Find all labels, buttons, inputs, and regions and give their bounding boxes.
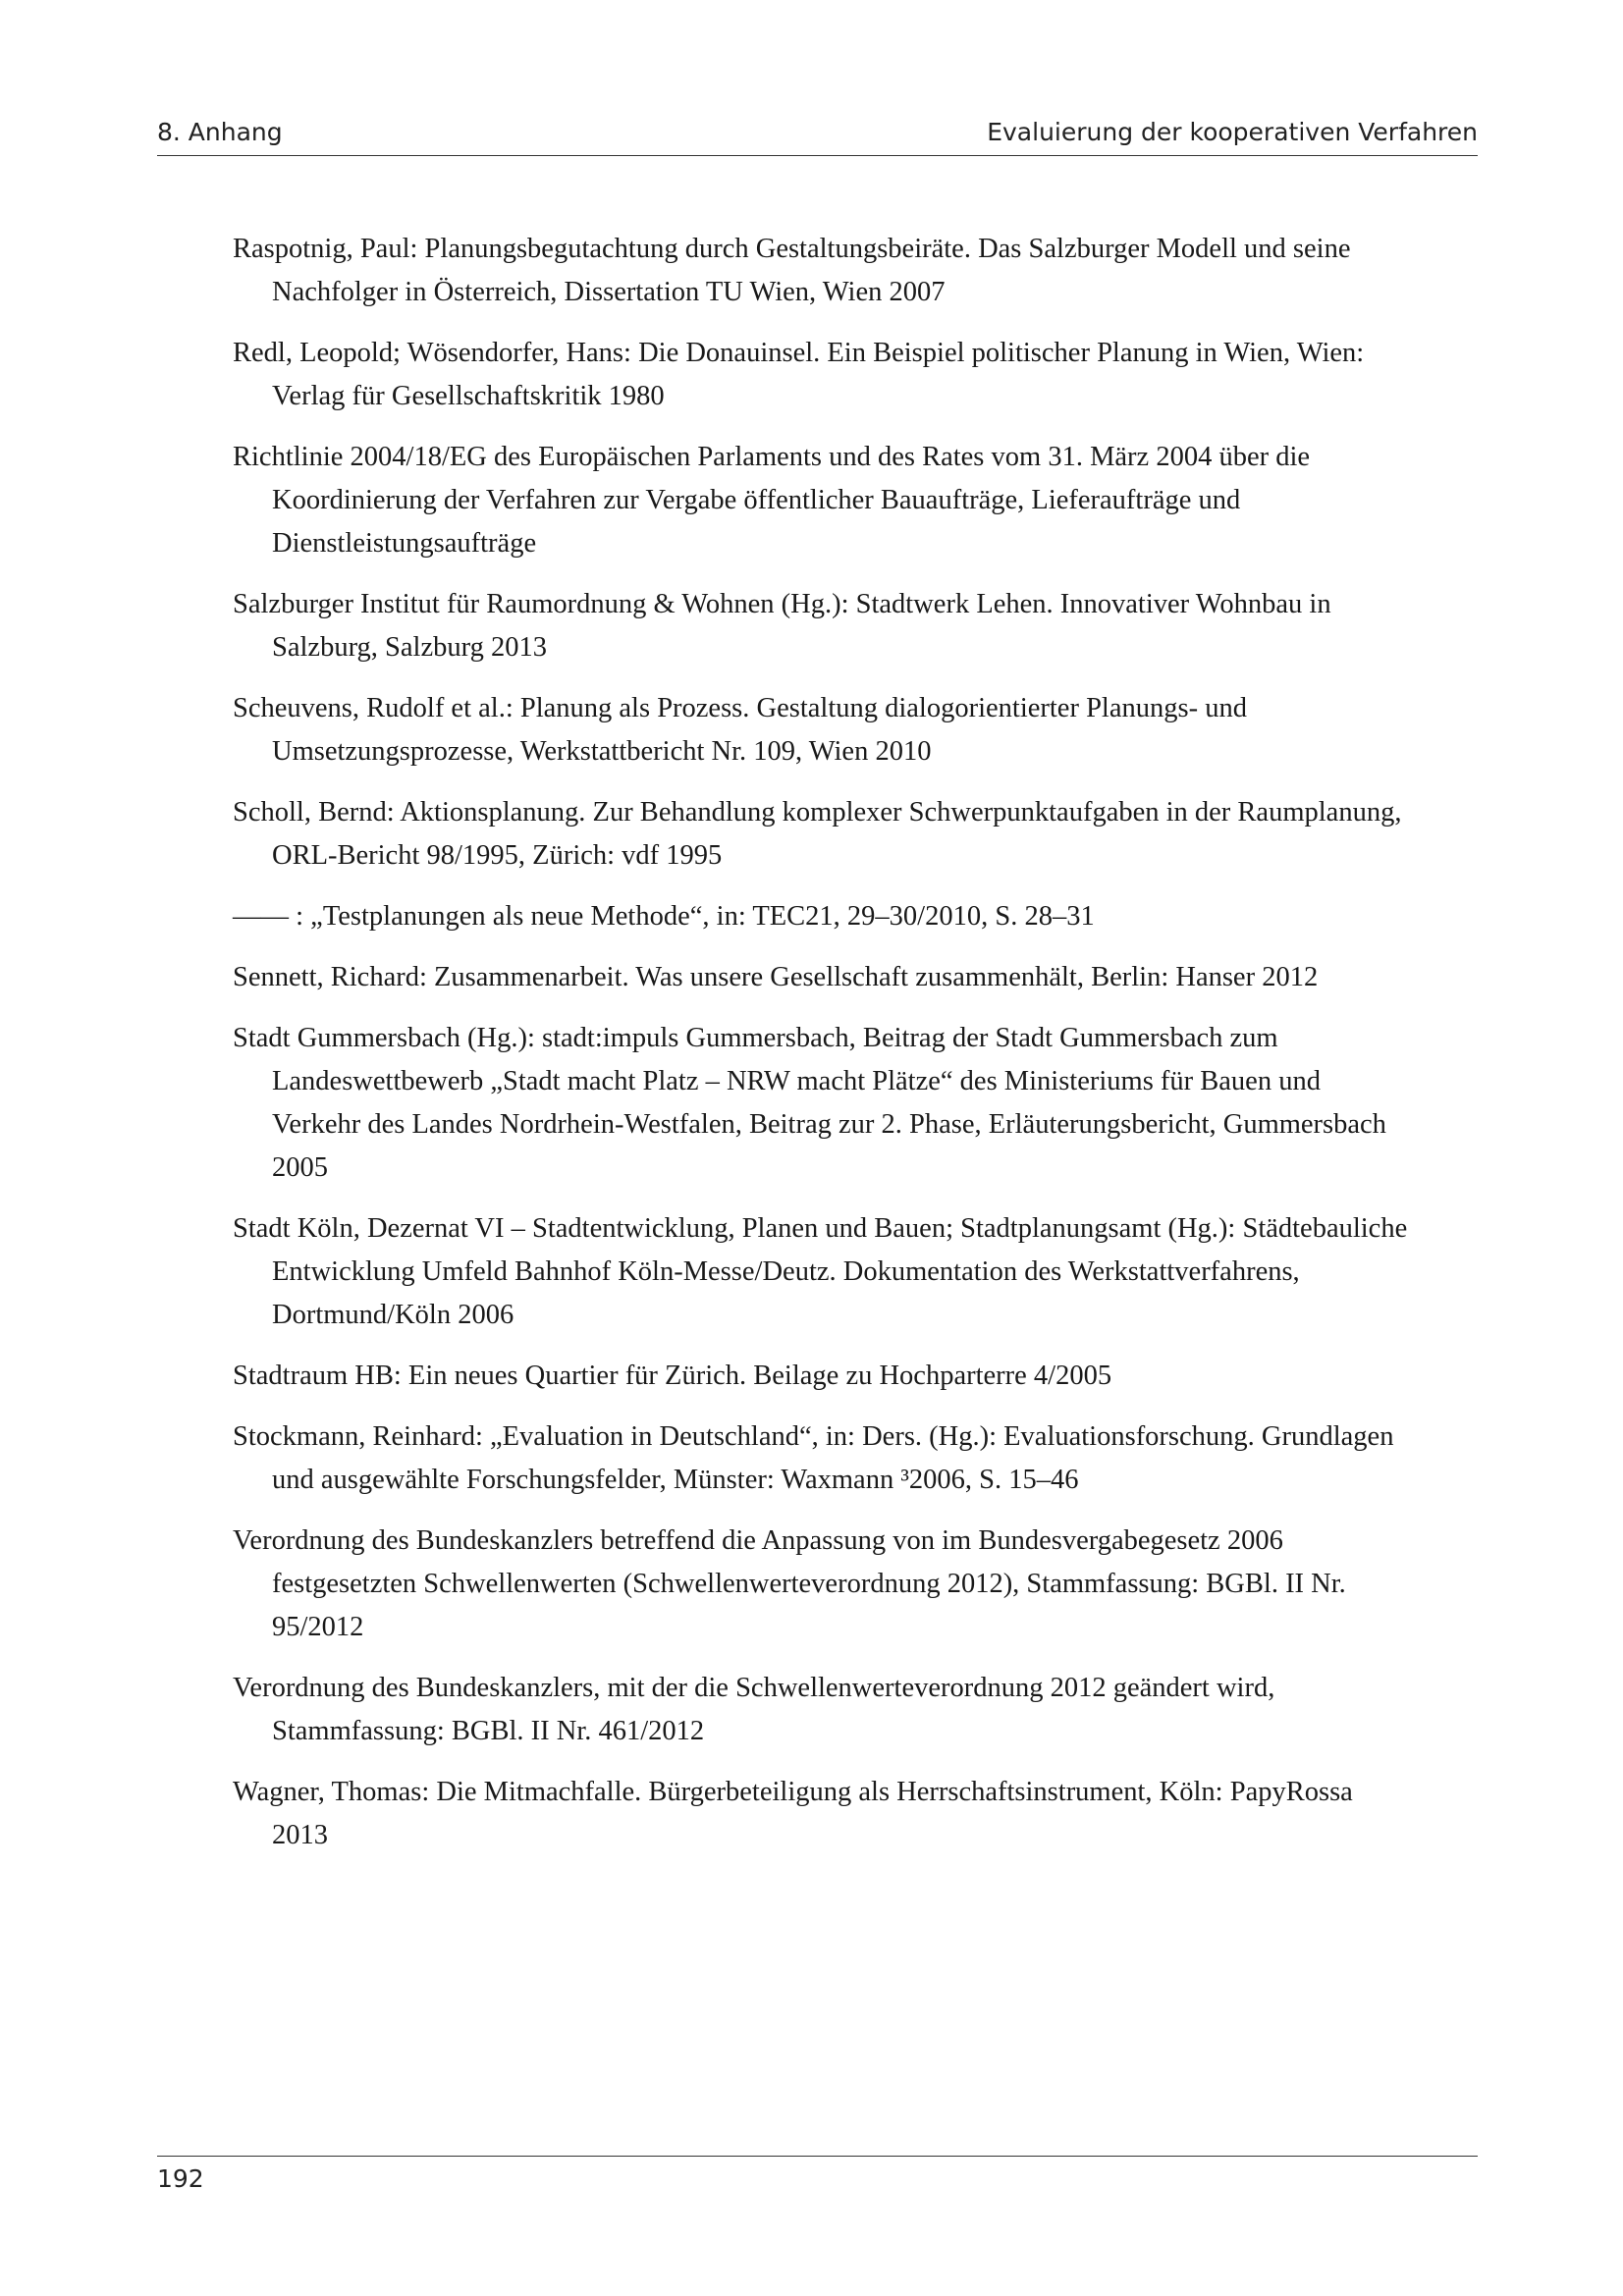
bibliography-entry: Stadt Köln, Dezernat VI – Stadtentwicklung, Planen und Bauen; Stadtplanungsamt (Hg.): Städtebauliche Entwicklung Umfeld Bahnhof Köln-Messe/Deutz. Dokumentation des Werkstattverfahrens, Dortmund/Köln 2006 bbox=[233, 1213, 1408, 1330]
bibliography-entry: Raspotnig, Paul: Planungsbegutachtung durch Gestaltungsbeiräte. Das Salzburger Modell und seine Nachfolger in Österreich, Dissertation TU Wien, Wien 2007 bbox=[233, 234, 1351, 307]
bibliography-entry: Stadtraum HB: Ein neues Quartier für Zürich. Beilage zu Hochparterre 4/2005 bbox=[233, 1361, 1112, 1391]
bibliography-entry: Wagner, Thomas: Die Mitmachfalle. Bürgerbeteiligung als Herrschaftsinstrument, Köln: PapyRossa 2013 bbox=[233, 1777, 1353, 1850]
bibliography-entry: Scheuvens, Rudolf et al.: Planung als Prozess. Gestaltung dialogorientierter Planungs- und Umsetzungsprozesse, Werkstattbericht Nr. 109, Wien 2010 bbox=[233, 693, 1247, 767]
page-footer bbox=[157, 2156, 1478, 2193]
bibliography-entry: Verordnung des Bundeskanzlers betreffend die Anpassung von im Bundesvergabegesetz 2006 festgesetzten Schwellenwerten (Schwellenwerteverordnung 2012), Stammfassung: BGBl. II Nr. 95/2012 bbox=[233, 1525, 1346, 1642]
bibliography-entry: Richtlinie 2004/18/EG des Europäischen Parlaments und des Rates vom 31. März 2004 über die Koordinierung der Verfahren zur Vergabe öffentlicher Bauaufträge, Lieferaufträge und Dienstleistungsaufträge bbox=[233, 442, 1311, 559]
bibliography-entry: Salzburger Institut für Raumordnung & Wohnen (Hg.): Stadtwerk Lehen. Innovativer Wohnbau in Salzburg, Salzburg 2013 bbox=[233, 589, 1331, 663]
bibliography-entry: Sennett, Richard: Zusammenarbeit. Was unsere Gesellschaft zusammenhält, Berlin: Hanser 2012 bbox=[233, 962, 1319, 992]
bibliography-entry: Stockmann, Reinhard: „Evaluation in Deutschland“, in: Ders. (Hg.): Evaluationsforschung. Grundlagen und ausgewählte Forschungsfelder, Münster: Waxmann ³2006, S. 15–46 bbox=[233, 1421, 1394, 1495]
chapter-label: 8. Anhang bbox=[157, 118, 283, 146]
bibliography-list bbox=[233, 228, 1409, 1875]
bibliography-entry: Verordnung des Bundeskanzlers, mit der die Schwellenwerteverordnung 2012 geändert wird, Stammfassung: BGBl. II Nr. 461/2012 bbox=[233, 1673, 1275, 1746]
document-title: Evaluierung der kooperativen Verfahren bbox=[987, 118, 1478, 146]
bibliography-entry: Redl, Leopold; Wösendorfer, Hans: Die Donauinsel. Ein Beispiel politischer Planung in Wien, Wien: Verlag für Gesellschaftskritik 1980 bbox=[233, 338, 1365, 411]
bibliography-entry: —— : „Testplanungen als neue Methode“, in: TEC21, 29–30/2010, S. 28–31 bbox=[233, 901, 1095, 932]
bibliography-entry: Scholl, Bernd: Aktionsplanung. Zur Behandlung komplexer Schwerpunktaufgaben in der Raumplanung, ORL-Bericht 98/1995, Zürich: vdf 1995 bbox=[233, 797, 1402, 871]
page-header bbox=[157, 114, 1478, 156]
bibliography-entry: Stadt Gummersbach (Hg.): stadt:impuls Gummersbach, Beitrag der Stadt Gummersbach zum Landeswettbewerb „Stadt macht Platz – NRW macht Plätze“ des Ministeriums für Bauen und Verkehr des Landes Nordrhein-Westfalen, Beitrag zur 2. Phase, Erläuterungsbericht, Gummersbach 2005 bbox=[233, 1023, 1386, 1183]
page-number: 192 bbox=[157, 2164, 204, 2193]
